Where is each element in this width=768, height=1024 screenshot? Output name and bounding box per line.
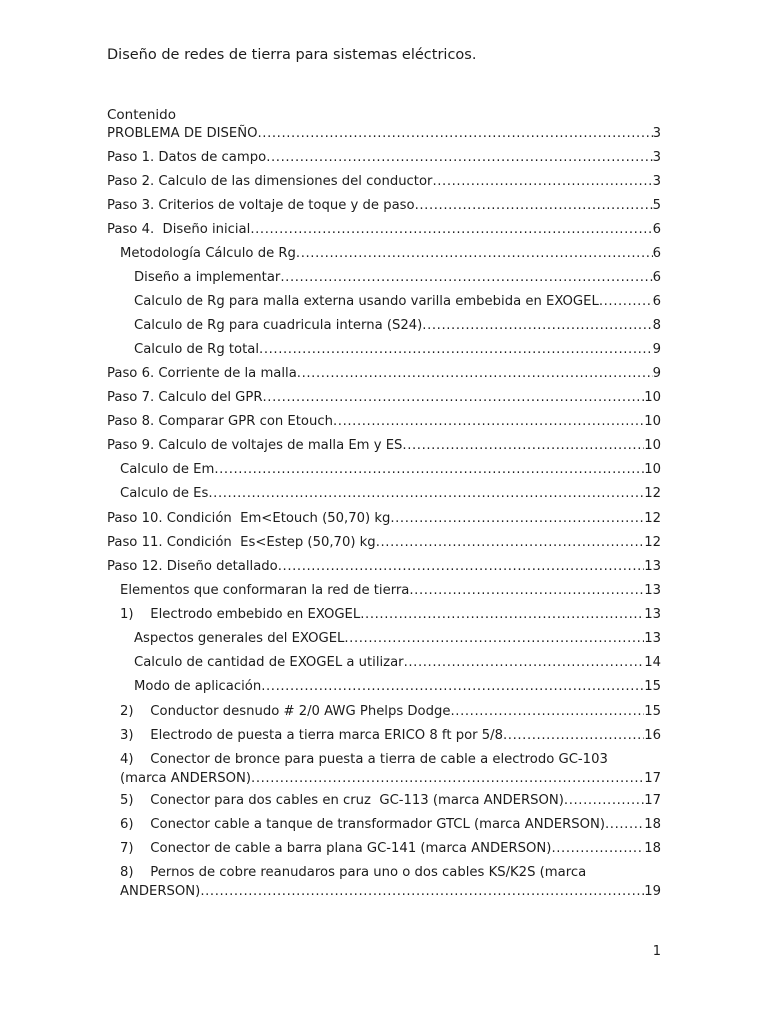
toc-entry[interactable] <box>120 791 661 810</box>
toc-entry-page: 10 <box>644 438 661 453</box>
toc-entry[interactable] <box>107 557 661 576</box>
toc-entry-page: 10 <box>644 390 661 405</box>
toc-entry-page: 5 <box>652 198 661 213</box>
toc-entry-page: 15 <box>644 679 661 694</box>
toc-entry[interactable] <box>134 316 661 335</box>
toc-entry-label: Paso 9. Calculo de voltajes de malla Em y ES <box>107 438 403 453</box>
dot-leader <box>280 268 652 287</box>
toc-entry[interactable] <box>107 172 661 191</box>
toc-entry[interactable] <box>107 412 661 431</box>
toc-entry-label: 6) Conector cable a tanque de transformador GTCL (marca ANDERSON) <box>120 817 606 832</box>
dot-leader <box>251 769 644 788</box>
toc-entry-page: 6 <box>652 222 661 237</box>
toc-entry-label: 5) Conector para dos cables en cruz GC-113 (marca ANDERSON) <box>120 793 564 808</box>
dot-leader <box>360 605 644 624</box>
toc-entry-page: 3 <box>652 126 661 141</box>
toc-entry-label: Diseño a implementar <box>134 270 281 285</box>
toc-entry[interactable] <box>120 863 661 901</box>
toc-entry-page: 12 <box>644 486 661 501</box>
toc-entry-label: Calculo de Rg total <box>134 342 260 357</box>
toc-entry-label: Calculo de Es <box>120 486 209 501</box>
dot-leader <box>259 340 653 359</box>
toc-entry-label: 3) Electrodo de puesta a tierra marca ERICO 8 ft por 5/8 <box>120 728 503 743</box>
toc-entry-page: 3 <box>652 150 661 165</box>
dot-leader <box>409 581 644 600</box>
dot-leader <box>376 533 645 552</box>
toc-entry-page: 13 <box>644 607 661 622</box>
toc-entry-label: 1) Electrodo embebido en EXOGEL <box>120 607 361 622</box>
dot-leader <box>266 148 652 167</box>
toc-entry[interactable] <box>107 533 661 552</box>
toc-entry-label: 8) Pernos de cobre reanudaros para uno o dos cables KS/K2S (marca <box>120 865 587 880</box>
toc-entry-label: 4) Conector de bronce para puesta a tierra de cable a electrodo GC-103 <box>120 752 608 767</box>
toc-entry[interactable] <box>134 292 661 311</box>
toc-entry-page: 17 <box>644 771 661 786</box>
toc-entry[interactable] <box>120 702 661 721</box>
toc-entry-label: PROBLEMA DE DISEÑO <box>107 126 258 141</box>
dot-leader <box>250 220 652 239</box>
toc-entry-label: Aspectos generales del EXOGEL <box>134 631 345 646</box>
toc-entry[interactable] <box>107 196 661 215</box>
toc-entry-page: 13 <box>644 631 661 646</box>
toc-entry-label: Paso 12. Diseño detallado <box>107 559 278 574</box>
dot-leader <box>404 653 645 672</box>
toc-entry-page: 17 <box>644 793 661 808</box>
toc-entry[interactable] <box>107 509 661 528</box>
dot-leader <box>503 726 644 745</box>
dot-leader <box>551 839 644 858</box>
toc-entry-page: 6 <box>652 246 661 261</box>
toc-entry-label-continued: ANDERSON) <box>120 884 201 899</box>
toc-entry-label: Paso 2. Calculo de las dimensiones del conductor <box>107 174 433 189</box>
toc-entry-label: Paso 8. Comparar GPR con Etouch <box>107 414 333 429</box>
toc-entry-label: 7) Conector de cable a barra plana GC-141 (marca ANDERSON) <box>120 841 552 856</box>
toc-entry[interactable] <box>134 677 661 696</box>
toc-entry-label: 2) Conductor desnudo # 2/0 AWG Phelps Dodge <box>120 704 451 719</box>
toc-entry-label: Paso 11. Condición Es<Estep (50,70) kg <box>107 535 376 550</box>
toc-entry-label: Paso 3. Criterios de voltaje de toque y de paso <box>107 198 415 213</box>
toc-entry-label: Calculo de Em <box>120 462 215 477</box>
dot-leader <box>200 882 644 901</box>
toc-entry-label: Calculo de cantidad de EXOGEL a utilizar <box>134 655 404 670</box>
toc-entry-page: 9 <box>652 342 661 357</box>
toc-entry[interactable] <box>107 388 661 407</box>
toc-entry-page: 3 <box>652 174 661 189</box>
toc-entry-page: 13 <box>644 559 661 574</box>
toc-entry-label: Paso 7. Calculo del GPR <box>107 390 263 405</box>
toc-entry-page: 12 <box>644 511 661 526</box>
toc-entry-label: Metodología Cálculo de Rg <box>120 246 296 261</box>
dot-leader <box>296 244 653 263</box>
toc-entry[interactable] <box>120 605 661 624</box>
dot-leader <box>422 316 652 335</box>
dot-leader <box>208 484 644 503</box>
toc-entry[interactable] <box>120 581 661 600</box>
dot-leader <box>415 196 653 215</box>
toc-entry-label: Elementos que conformaran la red de tierra <box>120 583 410 598</box>
toc-entry-page: 19 <box>644 884 661 899</box>
dot-leader <box>263 388 645 407</box>
toc-entry[interactable] <box>134 653 661 672</box>
toc-entry-label: Paso 10. Condición Em<Etouch (50,70) kg <box>107 511 391 526</box>
toc-entry-label: Paso 4. Diseño inicial <box>107 222 251 237</box>
dot-leader <box>344 629 644 648</box>
toc-entry-page: 18 <box>644 817 661 832</box>
toc-entry-label: Paso 6. Corriente de la malla <box>107 366 297 381</box>
toc-entry[interactable] <box>107 220 661 239</box>
toc-entry-page: 15 <box>644 704 661 719</box>
toc-entry-page: 14 <box>644 655 661 670</box>
dot-leader <box>214 460 644 479</box>
toc-entry[interactable] <box>107 148 661 167</box>
toc-entry[interactable] <box>120 484 661 503</box>
dot-leader <box>564 791 644 810</box>
dot-leader <box>432 172 652 191</box>
toc-entry[interactable] <box>120 726 661 745</box>
dot-leader <box>333 412 644 431</box>
toc-entry-page: 8 <box>652 318 661 333</box>
toc-entry-label: Calculo de Rg para cuadricula interna (S24) <box>134 318 423 333</box>
toc-entry-label: Calculo de Rg para malla externa usando varilla embebida en EXOGEL <box>134 294 599 309</box>
toc-entry[interactable] <box>120 815 661 834</box>
dot-leader <box>390 509 644 528</box>
toc-entry-label-continued: (marca ANDERSON) <box>120 771 252 786</box>
toc-entry[interactable] <box>107 364 661 383</box>
dot-leader <box>402 436 644 455</box>
toc-entry[interactable] <box>120 460 661 479</box>
toc-entry-page: 6 <box>652 294 661 309</box>
dot-leader <box>450 702 644 721</box>
toc-entry[interactable] <box>120 244 661 263</box>
toc-entry-page: 18 <box>644 841 661 856</box>
toc-entry-page: 16 <box>644 728 661 743</box>
toc-entry-label: Modo de aplicación <box>134 679 262 694</box>
toc-entry-page: 9 <box>652 366 661 381</box>
dot-leader <box>605 815 644 834</box>
dot-leader <box>261 677 644 696</box>
toc-entry[interactable] <box>107 436 661 455</box>
dot-leader <box>278 557 644 576</box>
toc-entry[interactable] <box>134 629 661 648</box>
toc-entry[interactable] <box>134 340 661 359</box>
dot-leader <box>599 292 653 311</box>
toc-entry-page: 12 <box>644 535 661 550</box>
toc-entry-page: 13 <box>644 583 661 598</box>
toc-entry-page: 6 <box>652 270 661 285</box>
toc-entry[interactable] <box>134 268 661 287</box>
toc-entry[interactable] <box>120 839 661 858</box>
toc-entry-page: 10 <box>644 414 661 429</box>
page-number: 1 <box>652 944 661 959</box>
document-title: Diseño de redes de tierra para sistemas eléctricos. <box>107 47 477 63</box>
dot-leader <box>257 124 652 143</box>
toc-entry[interactable] <box>107 124 661 143</box>
toc-heading: Contenido <box>107 107 176 123</box>
toc-entry-label: Paso 1. Datos de campo <box>107 150 267 165</box>
dot-leader <box>297 364 653 383</box>
toc-entry[interactable] <box>120 750 661 788</box>
toc-entry-page: 10 <box>644 462 661 477</box>
